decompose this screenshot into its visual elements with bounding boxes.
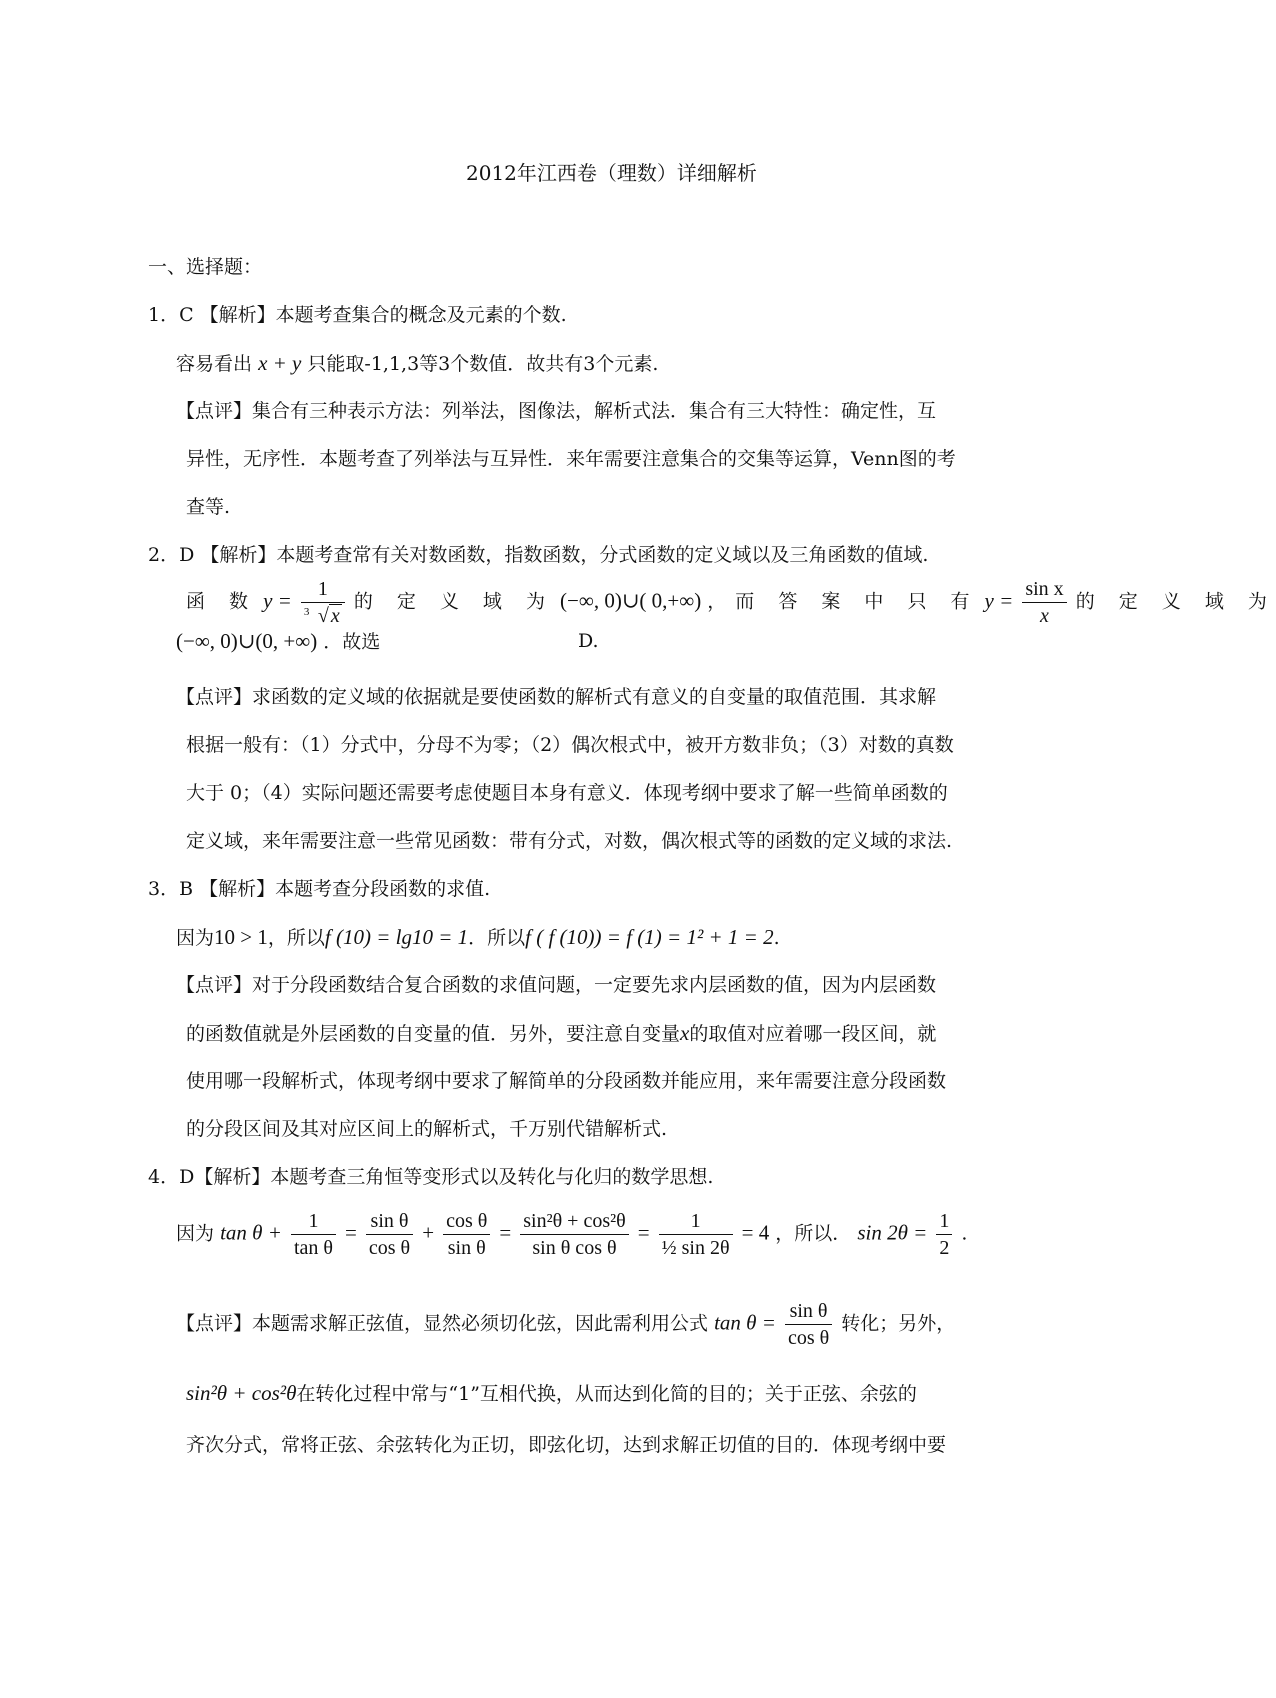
q2-comment-line-4: 定义域，来年需要注意一些常见函数：带有分式，对数，偶次根式等的函数的定义域的求法. <box>186 830 953 852</box>
q4-comment-frac-den: cos θ <box>787 1327 830 1349</box>
q4-expr-1: tan θ + <box>220 1220 282 1245</box>
q4-text-2: ，所以． <box>775 1222 852 1245</box>
q4-comment-line-3: 齐次分式，常将正弦、余弦转化为正切，即弦化切，达到求解正切值的目的．体现考纲中要 <box>186 1434 947 1456</box>
q1-comment-line-3: 查等. <box>186 496 231 518</box>
q2-fraction-1 <box>301 576 345 629</box>
q4-plus: + <box>422 1220 435 1245</box>
q4-comment-line-1 <box>176 1298 955 1351</box>
q3-comment-2a: 的函数值就是外层函数的自变量的值．另外，要注意自变量 <box>186 1023 681 1045</box>
q2-y-eq: y = <box>263 588 292 613</box>
q4-eq-3: = <box>637 1220 650 1245</box>
q1-comment-line-2: 异性，无序性．本题考查了列举法与互异性．来年需要注意集合的交集等运算，Venn图的考 <box>186 448 956 470</box>
q4-frac-3 <box>443 1208 490 1261</box>
q4-text-1: 因为 <box>176 1222 215 1245</box>
q4-equation-line <box>176 1208 967 1261</box>
q4-text-3: . <box>961 1222 968 1245</box>
q2-domain-2: (−∞, 0)∪(0, +∞) <box>176 629 318 653</box>
q4-comment-frac <box>785 1298 832 1351</box>
q2-comment-line-2: 根据一般有：（1）分式中，分母不为零；（2）偶次根式中，被开方数非负；（3）对数的真数 <box>186 734 954 756</box>
q1-answer-line: 1．C 【解析】本题考查集合的概念及元素的个数. <box>148 304 567 326</box>
q4-frac6-den: 2 <box>939 1237 950 1259</box>
q1-comment-line-1: 【点评】集合有三种表示方法：列举法，图像法，解析式法．集合有三大特性：确定性，互 <box>176 400 937 422</box>
q2-y-eq-2: y = <box>984 588 1014 613</box>
q2-text-4: 的 定 义 域 为 <box>1075 590 1276 613</box>
q4-frac-2 <box>366 1208 413 1261</box>
q3-variable-x: x <box>680 1021 690 1045</box>
q2-frac1-den <box>301 603 345 629</box>
q3-comment-line-2 <box>186 1020 936 1047</box>
q4-frac3-den: sin θ <box>447 1237 486 1259</box>
page-title: 2012年江西卷（理数）详细解析 <box>466 161 757 185</box>
q4-comment-1b: 转化；另外， <box>841 1312 956 1335</box>
q2-frac2-den: x <box>1040 605 1049 627</box>
q2-text-2: 的 定 义 域 为 <box>353 590 554 613</box>
q2-comment-line-3: 大于 0；（4）实际问题还需要考虑使题目本身有意义．体现考纲中要求了解一些简单函数的 <box>186 782 948 804</box>
q4-frac-1 <box>291 1208 336 1261</box>
q2-comment-line-1: 【点评】求函数的定义域的依据就是要使函数的解析式有意义的自变量的取值范围．其求解 <box>176 686 937 708</box>
q3-solution-line <box>176 924 780 951</box>
root-index: 3 <box>303 606 310 618</box>
q4-answer-line: 4．D【解析】本题考查三角恒等变形式以及转化与化归的数学思想. <box>148 1166 714 1188</box>
q1-text-b: 只能取-1,1,3等3个数值．故共有3个元素. <box>307 353 659 375</box>
q3-expr-1: 10 > 1 <box>214 925 268 949</box>
q4-comment-2b: 在转化过程中常与“1”互相代换，从而达到化简的目的；关于正弦、余弦的 <box>296 1383 917 1405</box>
q4-frac-4 <box>520 1208 628 1261</box>
q4-eq-1: = <box>345 1220 357 1245</box>
q4-frac2-num: sin θ <box>366 1208 413 1235</box>
root-body: x <box>330 605 340 627</box>
q4-frac4-num: sin²θ + cos²θ <box>520 1208 628 1235</box>
q4-frac-6 <box>936 1208 952 1261</box>
q2-frac2-num: sin x <box>1022 576 1066 603</box>
q4-expr-3: sin 2θ = <box>857 1220 928 1245</box>
q3-expr-2: f (10) = lg10 = 1 <box>324 925 469 949</box>
q2-text-3: ，而 答 案 中 只 有 <box>707 590 979 613</box>
q4-frac3-num: cos θ <box>443 1208 490 1235</box>
q1-text-a: 容易看出 <box>176 353 253 375</box>
q3-text-3: ．所以 <box>468 927 526 949</box>
cube-root: 3 √ x <box>304 603 342 629</box>
q4-frac6-num: 1 <box>936 1208 952 1235</box>
q2-frac1-num: 1 <box>301 576 345 603</box>
q4-comment-2-expr: sin²θ + cos²θ <box>186 1381 297 1405</box>
q4-frac1-num: 1 <box>291 1208 336 1235</box>
q3-comment-line-3: 使用哪一段解析式，体现考纲中要求了解简单的分段函数并能应用，来年需要注意分段函数 <box>186 1070 947 1092</box>
q3-expr-3: f ( f (10)) = f (1) = 1² + 1 = 2 <box>525 925 774 949</box>
q3-comment-line-4: 的分段区间及其对应区间上的解析式，千万别代错解析式. <box>186 1118 668 1140</box>
q2-choice: D. <box>578 630 599 652</box>
q3-text-2: ，所以 <box>267 927 325 949</box>
q2-domain-line <box>186 576 1276 629</box>
q1-solution-line <box>176 350 658 377</box>
q2-choose-text: ．故选 <box>323 631 381 653</box>
q2-text-1: 函 数 <box>186 590 258 613</box>
q4-frac-5 <box>659 1208 733 1261</box>
q3-answer-line: 3．B 【解析】本题考查分段函数的求值. <box>148 878 491 900</box>
q4-frac1-den: tan θ <box>293 1237 333 1259</box>
q1-expr: x + y <box>258 351 302 375</box>
q3-text-1: 因为 <box>176 927 215 949</box>
q4-comment-line-2 <box>186 1380 917 1407</box>
q2-fraction-2 <box>1022 576 1066 629</box>
q4-frac5-den: ½ sin 2θ <box>661 1237 730 1259</box>
q4-frac2-den: cos θ <box>368 1237 411 1259</box>
q4-frac5-num: 1 <box>659 1208 733 1235</box>
q4-frac4-den: sin θ cos θ <box>532 1237 617 1259</box>
q3-text-4: . <box>773 927 780 949</box>
q4-comment-frac-num: sin θ <box>785 1298 832 1325</box>
q4-eq-2: = <box>499 1220 512 1245</box>
q2-domain-1: (−∞, 0)∪( 0,+∞) <box>560 588 702 613</box>
q2-conclusion-line <box>176 628 599 655</box>
q2-answer-line: 2．D 【解析】本题考查常有关对数函数，指数函数，分式函数的定义域以及三角函数的值域. <box>148 544 929 566</box>
q4-comment-expr: tan θ = <box>714 1310 776 1335</box>
section-heading: 一、选择题： <box>148 256 263 278</box>
q3-comment-line-1: 【点评】对于分段函数结合复合函数的求值问题，一定要先求内层函数的值，因为内层函数 <box>176 974 937 996</box>
q4-result: = 4 <box>741 1220 770 1245</box>
q3-comment-2b: 的取值对应着哪一段区间，就 <box>689 1023 937 1045</box>
q4-comment-1a: 【点评】本题需求解正弦值，显然必须切化弦，因此需利用公式 <box>176 1312 709 1335</box>
